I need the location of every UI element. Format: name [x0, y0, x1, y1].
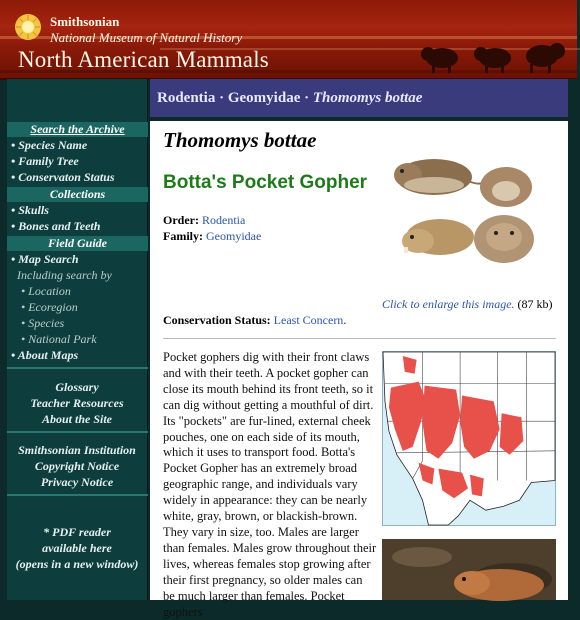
collections-heading: Collections — [7, 187, 148, 202]
enlarge-image-link[interactable]: Click to enlarge this image. — [382, 297, 515, 311]
range-map-image[interactable] — [382, 351, 556, 526]
order-link[interactable]: Rodentia — [201, 213, 246, 227]
breadcrumb — [150, 79, 568, 117]
nav-skulls[interactable]: • Skulls — [11, 203, 49, 217]
sidebar-spacer — [7, 433, 147, 442]
conservation-row: Conservation Status: Least Concern. — [163, 313, 347, 327]
field-guide-heading: Field Guide — [7, 236, 148, 251]
nav-species[interactable]: • Species — [21, 316, 65, 330]
nav-teacher-resources[interactable]: Teacher Resources — [30, 396, 124, 410]
conservation-label: Conservation Status: — [163, 313, 271, 327]
pdf-reader-link[interactable]: (opens in a new window) — [15, 557, 139, 571]
breadcrumb-separator: · — [300, 90, 313, 106]
common-name-heading: Botta's Pocket Gopher — [163, 172, 368, 193]
order-label: Order: — [163, 213, 199, 227]
nav-about-maps[interactable]: • About Maps — [11, 348, 79, 362]
sidebar-spacer — [7, 496, 147, 524]
nav-smithsonian-institution[interactable]: Smithsonian Institution — [18, 443, 136, 457]
nav-family-tree[interactable]: • Family Tree — [11, 154, 79, 168]
nav-bones-and-teeth[interactable]: • Bones and Teeth — [11, 219, 101, 233]
pdf-reader-link[interactable]: * PDF reader — [43, 525, 111, 539]
nav-location[interactable]: • Location — [21, 284, 71, 298]
page-title: Thomomys bottae — [163, 128, 317, 152]
page-edge — [568, 79, 577, 600]
image-file-size: (87 kb) — [517, 297, 553, 311]
bison-silhouettes-icon — [420, 36, 570, 74]
family-row — [163, 229, 261, 244]
order-row — [163, 213, 245, 228]
pdf-reader-link[interactable]: available here — [42, 541, 112, 555]
sidebar-spacer — [7, 79, 147, 120]
site-title[interactable]: North American Mammals — [18, 47, 269, 72]
family-link[interactable]: Geomyidae — [206, 229, 262, 243]
search-archive-heading-link[interactable]: Search the Archive — [7, 122, 148, 137]
section-divider — [163, 338, 556, 339]
breadcrumb-species: Thomomys bottae — [312, 90, 423, 106]
nav-conservation-status[interactable]: • Conservaton Status — [11, 170, 115, 184]
left-navigation — [7, 79, 148, 600]
gopher-illustration-image[interactable] — [388, 151, 542, 269]
breadcrumb-family[interactable]: Geomyidae — [227, 90, 301, 106]
breadcrumb-separator: · — [215, 90, 228, 106]
conservation-status-link[interactable]: Least Concern — [273, 313, 344, 327]
nav-copyright-notice[interactable]: Copyright Notice — [34, 459, 120, 473]
nav-ecoregion[interactable]: • Ecoregion — [21, 300, 78, 314]
species-content — [150, 121, 568, 619]
family-label: Family: — [163, 229, 203, 243]
breadcrumb-order[interactable]: Rodentia — [157, 90, 216, 106]
gopher-photo-image[interactable] — [382, 539, 556, 600]
museum-name[interactable]: National Museum of Natural History — [50, 30, 243, 45]
nav-map-search[interactable]: • Map Search — [11, 252, 79, 266]
species-description: Pocket gophers dig with their front claws and with their teeth. A pocket gopher can close its mouth behind its front teeth, so it can dig without getting a mouthful of dirt. Its "pockets" are fur-lined, external cheek pouches, one on each side of its mouth, which it uses to transport food. Botta's Pocket Gopher has an extremely broad geographic range, and individuals vary widely in appearance: they can be nearly white, gray, brown, or blackish-brown. They vary in size, too. Males are larger than females. Males grow throughout their lives, whereas females stop growing after their first pregnancy, so older males can be much larger than females. Pocket gophers — [163, 350, 377, 619]
nav-privacy-notice[interactable]: Privacy Notice — [40, 475, 114, 489]
nav-species-name[interactable]: • Species Name — [11, 138, 88, 152]
including-search-by-label: Including search by — [17, 268, 112, 282]
site-header-banner — [0, 0, 577, 80]
sidebar-spacer — [7, 369, 147, 379]
enlarge-image-caption — [382, 297, 562, 312]
institution-name[interactable]: Smithsonian — [50, 14, 120, 29]
smithsonian-sun-logo-icon[interactable] — [14, 13, 42, 41]
nav-national-park[interactable]: • National Park — [21, 332, 97, 346]
nav-about-the-site[interactable]: About the Site — [41, 412, 112, 426]
nav-glossary[interactable]: Glossary — [55, 380, 99, 394]
